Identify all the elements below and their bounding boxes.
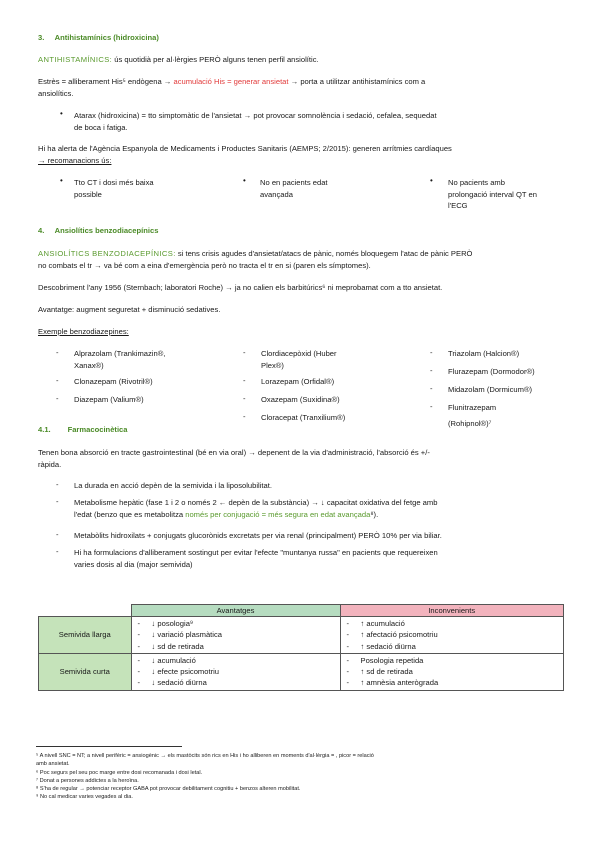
benzo-brand: Plex®) [261,360,284,370]
dash-icon: - [430,384,433,393]
dash-icon: - [56,530,59,539]
footnote-7: ⁷ Donat a persones addictes a la heroïna. [36,777,139,784]
benzo-item [74,348,224,371]
section-number: 3. [38,33,45,42]
benzo-item: Midazolam (Dormicum®) [448,385,533,394]
reco-1-line2: possible [74,189,102,199]
dash-icon: - [430,366,433,375]
disadvantage-item: - ↑ afectació psicomotriu [345,629,560,640]
section-4-1-heading [38,424,128,436]
benzo-lead [38,248,578,271]
stress-paragraph [38,76,568,99]
benzo-item: Clonazepam (Rivotril®) [74,377,153,386]
atarax-line1: Atarax (hidroxicina) = tto simptomàtic de l'ansietat → pot provocar somnolència i sedació, cefalea, sequedat [74,111,437,120]
atarax-line2: de boca i fatiga. [74,122,128,132]
intro-line1: Tenen bona absorció en tracte gastrointestinal (bé en via oral) → depenent de la via d'administració, l'absorció és +/- [38,448,430,457]
benzo-item: Diazepam (Valium®) [74,395,144,404]
reco-3-line2: prolongació interval QT en [448,189,537,199]
table-corner [39,605,132,617]
formulations-line2: varies dosis al dia (major semivida) [74,559,193,569]
reco-3-line3: l'ECG [448,201,468,210]
footnote-5-cont: amb ansietat. [36,761,70,768]
dash-icon: - [56,376,59,385]
dash-icon: - [430,348,433,357]
benzo-item: Cloracepat (Tranxilium®) [261,413,346,422]
pk-item-excretion: Metabòlits hidroxilats + conjugats glucorònids excretats per via renal (principalment) PERÒ 10% per via biliar. [74,531,442,540]
section-number: 4.1. [38,425,51,434]
row-label: Semivida llarga [39,617,132,654]
footnote-divider [36,746,182,747]
reco-2-line2: avançada [260,189,293,199]
pk-item-metabolism [74,497,574,520]
advantage-item: - ↓ variació plasmàtica [136,629,336,640]
footnote-8: ⁸ S'ha de regular → potenciar receptor GABA pot provocar debilitament cognitiu + benzos alteren mobilitat. [36,786,301,793]
metabolism-highlight: només per conjugació = més segura en edat avançada [185,509,371,519]
pk-item-duration: La durada en acció depèn de la semivida i la liposolubilitat. [74,481,272,490]
recommendation-3 [448,177,578,212]
recommendation-2 [260,177,410,200]
dash-icon: - [243,348,246,357]
advantage-item: - ↓ acumulació [136,655,336,666]
benzo-item: Lorazepam (Orfidal®) [261,377,335,386]
disadvantage-item: - ↑ acumulació [345,618,560,629]
disadvantage-item: - ↑ sedació diürna [345,641,560,652]
lead-text: ús quotidià per al·lèrgies PERÒ alguns tenen perfil ansiolític. [112,55,319,64]
reco-2-line1: No en pacients edat [260,178,328,187]
section-3-heading [38,32,159,44]
atarax-bullet [74,110,574,133]
benzo-item: Flurazepam (Dormodor®) [448,367,535,376]
section-title: Antihistamínics (hidroxicina) [54,33,159,42]
disadvantage-item: - Posologia repetida [345,655,560,666]
metabolism-end: ⁸). [370,509,379,519]
advantage-item: - ↓ posologia⁹ [136,618,336,629]
disadvantages-cell [340,617,564,654]
metabolism-line1: Metabolisme hepàtic (fase 1 i 2 o només 2 ← depèn de la substància) → ↓ capacitat oxidativa del fetge amb [74,498,438,507]
antihistamine-lead [38,54,319,66]
header-advantages: Avantatges [131,605,340,617]
absorption-paragraph [38,447,578,470]
table-row [39,617,564,654]
p2-line2: ansiolítics. [38,88,74,98]
dash-icon: - [243,376,246,385]
row-label: Semivida curta [39,653,132,690]
alert-paragraph [38,143,578,166]
p2-end: → porta a utilitzar antihistamínics com a [288,77,426,86]
benzo-item: Flunitrazepam [448,403,497,412]
half-life-comparison-table [38,604,564,691]
p2-highlight: acumulació His = generar ansietat [173,77,289,86]
dash-icon: - [56,348,59,357]
bullet-icon: • [430,176,433,185]
lead-keyword: ANSIOLÍTICS BENZODIACEPÍNICS: [38,249,176,258]
pk-item-formulations [74,547,574,570]
section-number: 4. [38,226,45,235]
footnotes [36,752,566,802]
advantages-cell [131,617,340,654]
reco-1-line1: Tto CT i dosi més baixa [74,178,154,187]
advantage-item: - ↓ sedació diürna [136,677,336,688]
alert-recommendations: → recomanacions ús: [38,155,112,165]
bullet-icon: • [60,176,63,185]
benzo-item: Triazolam (Halcion®) [448,349,520,358]
benzo-item [261,348,411,371]
benzo-name: Clordiacepòxid (Huber [261,349,337,358]
section-title: Ansiolítics benzodiacepínics [54,226,159,235]
bullet-icon: • [60,109,63,118]
header-disadvantages: Inconvenients [340,605,564,617]
advantages-cell [131,653,340,690]
p2-start: Estrès = alliberament His⁵ endògena → [38,77,174,86]
section-4-heading [38,225,158,237]
section-title: Farmacocinètica [67,425,128,434]
formulations-line1: Hi ha formulacions d'alliberament sostingut per evitar l'efecte "muntanya russa" en pacients que requereixen [74,548,438,557]
dash-icon: - [56,394,59,403]
disadvantage-item: - ↑ sd de retirada [345,666,560,677]
dash-icon: - [243,394,246,403]
dash-icon: - [56,547,59,556]
alert-line1: Hi ha alerta de l'Agència Espanyola de Medicaments i Productes Sanitaris (AEMPS; 2/2015): generen arrítmies cardíaques [38,144,452,153]
benzo-item: (Rohipnol®)⁷ [448,419,492,428]
examples-title: Exemple benzodiazepines: [38,327,129,336]
dash-icon: - [430,402,433,411]
benzo-name: Alprazolam (Trankimazin®, [74,349,166,358]
footnote-6: ⁶ Poc segurs pel seu poc marge entre dosi recomanada i dosi letal. [36,769,203,776]
bullet-icon: • [243,176,246,185]
metabolism-line2: l'edat (benzo que es metabolitza [74,509,186,519]
advantage-paragraph: Avantatge: augment seguretat + disminució sedatives. [38,305,221,314]
lead-text: si tens crisis agudes d'ansietat/atacs de pànic, només bloquegem l'atac de pànic PERÒ [175,249,473,258]
disadvantage-item: - ↑ amnèsia anterògrada [345,677,560,688]
discovery-paragraph: Descobriment l'any 1956 (Sternbach; laboratori Roche) → ja no calien els barbitúrics⁶ ni meprobamat com a tto ansietat. [38,283,443,292]
advantage-item: - ↓ sd de retirada [136,641,336,652]
table-header-row [39,605,564,617]
benzo-item: Oxazepam (Suxidina®) [261,395,340,404]
reco-3-line1: No pacients amb [448,178,505,187]
disadvantages-cell [340,653,564,690]
lead-keyword: ANTIHISTAMÍNICS: [38,55,113,64]
benzo-brand: Xanax®) [74,360,104,370]
table-row [39,653,564,690]
dash-icon: - [56,497,59,506]
dash-icon: - [243,412,246,421]
intro-line2: ràpida. [38,459,62,469]
footnote-9: ⁹ No cal medicar varies vegades al dia. [36,794,133,801]
recommendation-1 [74,177,224,200]
footnote-5: ⁵ A nivell SNC = NT; a nivell perifèric = ansiogènic → els mastòcits són rics en His i ho alliberen en moments d'al·lèrgia = , picor = relació [36,753,374,759]
advantage-item: - ↓ efecte psicomotriu [136,666,336,677]
lead-line2: no combats el tr → va bé com a eina d'emergència però no tracta el tr en si (paren els símptomes). [38,260,371,270]
dash-icon: - [56,480,59,489]
